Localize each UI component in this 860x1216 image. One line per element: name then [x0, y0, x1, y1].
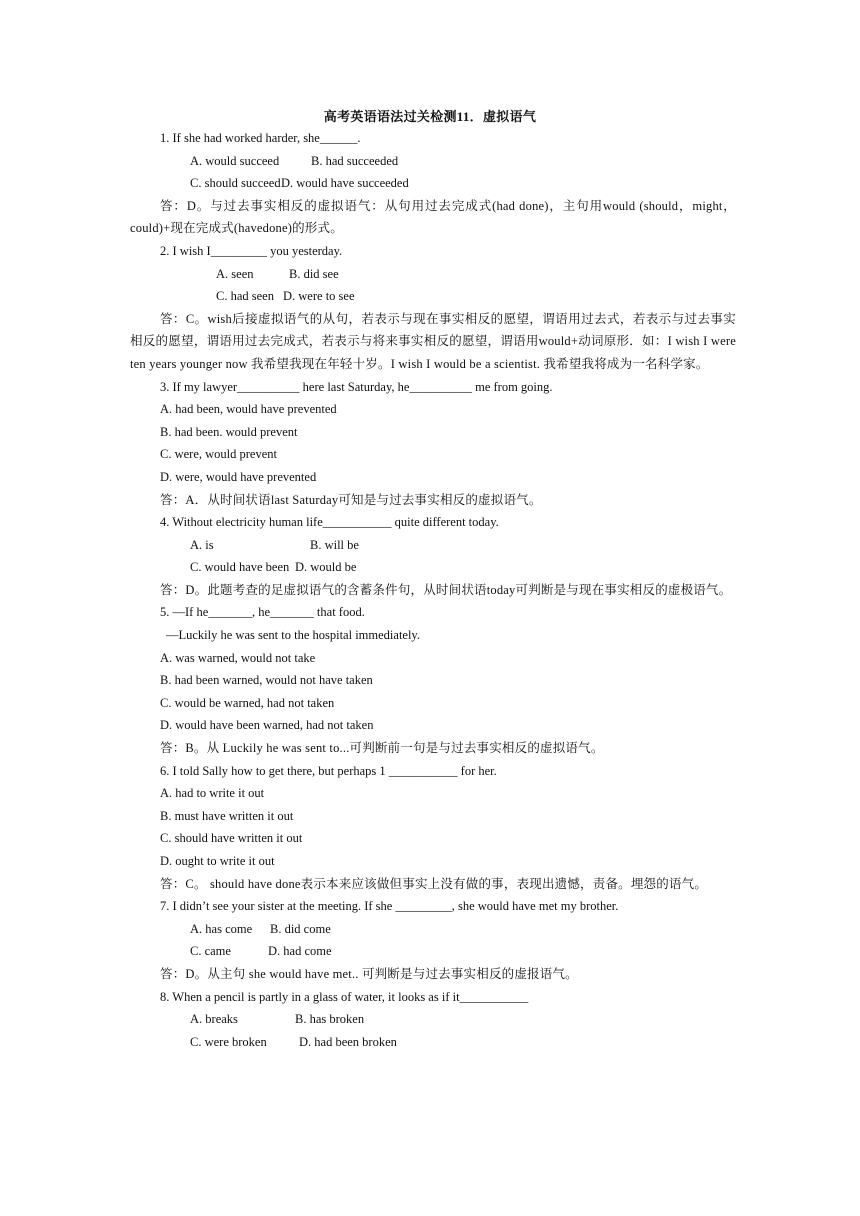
- question-2-stem: 2. I wish I_________ you yesterday.: [160, 243, 343, 258]
- option-a: A. had been, would have prevented: [160, 402, 337, 417]
- question-1-options-ab: [130, 150, 736, 173]
- option-d: D. would be: [295, 560, 357, 575]
- question-4-options-ab: [130, 534, 736, 557]
- option-b: B. did see: [289, 266, 339, 281]
- document-title: 高考英语语法过关检测11．虚拟语气: [323, 109, 537, 124]
- question-8-stem: 8. When a pencil is partly in a glass of water, it looks as if it___________: [160, 989, 529, 1004]
- option-b: B. had been. would prevent: [160, 424, 298, 439]
- question-7-answer: 答：D。从主句 she would have met.. 可判断是与过去事实相反的虚报语气。: [160, 966, 578, 981]
- question-5-answer: 答：B。从 Luckily he was sent to...可判断前一句是与过去事实相反的虚拟语气。: [160, 741, 604, 756]
- question-8-options-ab: [130, 1008, 736, 1031]
- option-c: C. would have been: [190, 560, 290, 575]
- option-c: C. were broken: [190, 1034, 267, 1049]
- question-1-answer: 答：D。与过去事实相反的虚拟语气：从句用过去完成式(had done)，主句用would (should，might，could)+现在完成式(havedone)的形式。: [130, 198, 736, 236]
- option-c: C. would be warned, had not taken: [160, 695, 335, 710]
- option-b: B. did come: [270, 921, 331, 936]
- option-d: D. would have succeeded: [281, 176, 409, 191]
- question-6-stem: 6. I told Sally how to get there, but perhaps 1 ___________ for her.: [160, 763, 497, 778]
- question-7-options-cd: [130, 940, 736, 963]
- option-d: D. were to see: [283, 289, 355, 304]
- question-8-options-cd: [130, 1031, 736, 1054]
- option-b: B. will be: [310, 537, 359, 552]
- document-body: [130, 127, 736, 1053]
- option-c: C. were, would prevent: [160, 447, 277, 462]
- option-a: A. seen: [216, 266, 254, 281]
- option-a: A. breaks: [190, 1012, 238, 1027]
- option-c: C. should succeed: [190, 176, 281, 191]
- option-a: A. is: [190, 537, 214, 552]
- option-d: D. would have been warned, had not taken: [160, 718, 374, 733]
- option-b: B. has broken: [295, 1012, 365, 1027]
- question-1-options-cd: [130, 172, 736, 195]
- option-a: A. would succeed: [190, 153, 280, 168]
- question-2-answer: 答：C。wish后接虚拟语气的从句，若表示与现在事实相反的愿望，谓语用过去式，若表示与过去事实相反的愿望，谓语用过去完成式，若表示与将来事实相反的愿望，谓语用would+动词原形．如：I wish I were ten years younger now 我希望我现在年轻十岁。I wish I would be a scientist. 我希望我将成为一名科学家。: [130, 311, 736, 371]
- option-d: D. had come: [268, 944, 332, 959]
- option-c: C. came: [190, 944, 231, 959]
- question-1-stem: 1. If she had worked harder, she______.: [160, 131, 361, 145]
- question-7-stem: 7. I didn’t see your sister at the meeting. If she _________, she would have met my brother.: [160, 899, 619, 914]
- question-3-answer: 答：A．从时间状语last Saturday可知是与过去事实相反的虚拟语气。: [160, 492, 542, 507]
- question-4-stem: 4. Without electricity human life___________ quite different today.: [160, 515, 499, 530]
- question-4-answer: 答：D。此题考查的足虚拟语气的含蓄条件句，从时间状语today可判断是与现在事实相反的虚极语气。: [160, 582, 732, 597]
- question-3-stem: 3. If my lawyer__________ here last Saturday, he__________ me from going.: [160, 379, 553, 394]
- question-2-options-cd: [130, 285, 736, 308]
- option-c: C. should have written it out: [160, 831, 303, 846]
- option-b: B. must have written it out: [160, 808, 294, 823]
- question-5-reply: —Luckily he was sent to the hospital immediately.: [166, 628, 420, 643]
- option-d: D. ought to write it out: [160, 854, 275, 868]
- question-7-options-ab: [130, 918, 736, 941]
- option-d: D. had been broken: [299, 1034, 397, 1049]
- question-2-options-ab: [130, 263, 736, 286]
- option-a: A. had to write it out: [160, 786, 265, 801]
- option-a: A. has come: [190, 921, 253, 936]
- option-a: A. was warned, would not take: [160, 650, 316, 665]
- option-b: B. had been warned, would not have taken: [160, 673, 373, 688]
- option-b: B. had succeeded: [311, 153, 399, 168]
- option-d: D. were, would have prevented: [160, 469, 317, 484]
- question-4-options-cd: [130, 556, 736, 579]
- option-c: C. had seen: [216, 289, 274, 304]
- question-6-answer: 答：C。 should have done表示本来应该做但事实上没有做的事，表现出遗憾，责备。埋怨的语气。: [160, 876, 708, 891]
- question-5-stem: 5. —If he_______, he_______ that food.: [160, 605, 365, 620]
